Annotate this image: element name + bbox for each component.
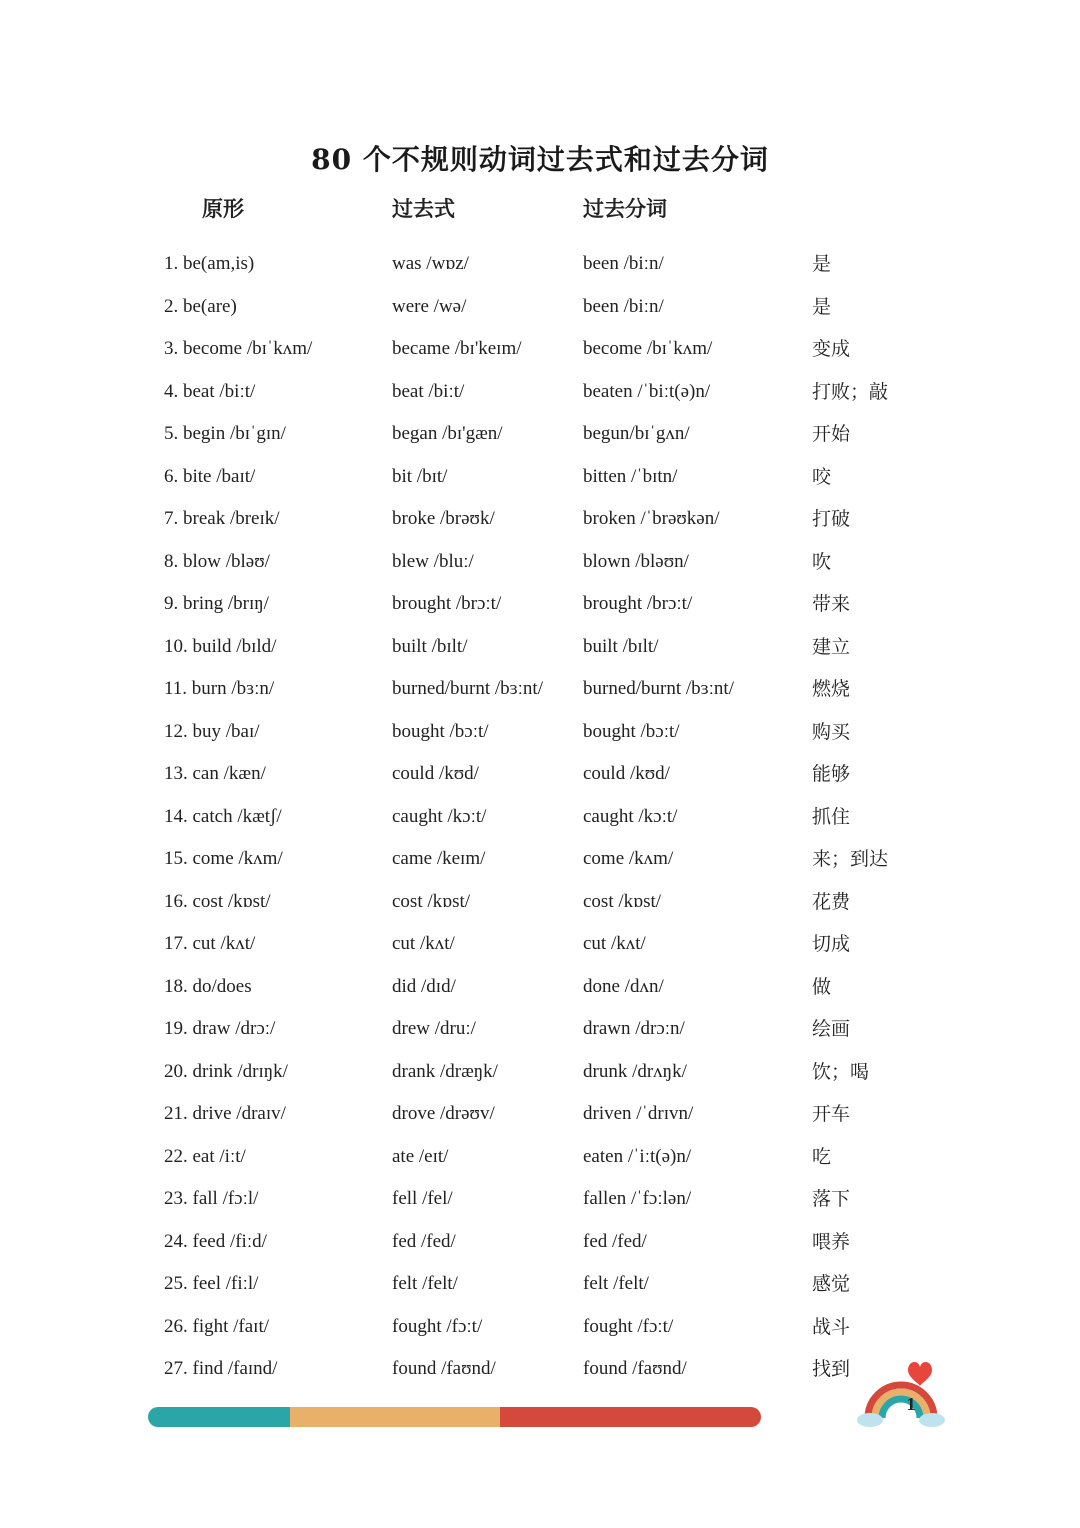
past-participle-cell: could /kʊd/ xyxy=(583,763,670,784)
meaning-cell: 来；到达 xyxy=(812,848,889,870)
base-form-cell: 22. eat /iːt/ xyxy=(164,1145,246,1167)
page-number: 1 xyxy=(906,1394,916,1414)
past-participle-cell: been /biːn/ xyxy=(583,295,664,317)
past-tense-cell: drew /druː/ xyxy=(392,1018,476,1039)
past-participle-cell: cut /kʌt/ xyxy=(583,933,646,954)
meaning-cell: 开车 xyxy=(812,1103,851,1125)
past-tense-cell: bit /bɪt/ xyxy=(392,465,448,487)
past-tense-cell: bought /bɔːt/ xyxy=(392,720,489,742)
meaning-cell: 感觉 xyxy=(812,1273,851,1295)
past-participle-cell: caught /kɔːt/ xyxy=(583,805,678,827)
table-row xyxy=(0,456,1080,499)
past-tense-cell: drove /drəʊv/ xyxy=(392,1103,495,1124)
column-headers xyxy=(0,193,1080,225)
meaning-cell: 打败；敲 xyxy=(812,380,889,403)
past-participle-cell: begun/bɪˈgʌn/ xyxy=(583,423,690,444)
past-tense-cell: broke /brəʊk/ xyxy=(392,508,495,529)
header-past-participle: 过去分词 xyxy=(583,196,667,221)
base-form-cell: 16. cost /kɒst/ xyxy=(164,890,271,912)
table-row xyxy=(0,838,1080,881)
past-tense-cell: ate /eɪt/ xyxy=(392,1145,449,1167)
meaning-cell: 找到 xyxy=(812,1358,851,1380)
meaning-cell: 燃烧 xyxy=(812,678,851,700)
table-row xyxy=(0,328,1080,371)
header-base-form: 原形 xyxy=(202,196,244,221)
meaning-cell: 花费 xyxy=(812,890,851,913)
past-participle-cell: fought /fɔːt/ xyxy=(583,1315,674,1337)
past-tense-cell: felt /felt/ xyxy=(392,1273,458,1294)
meaning-cell: 咬 xyxy=(812,465,832,488)
table-row xyxy=(0,1008,1080,1051)
meaning-cell: 切成 xyxy=(812,933,851,955)
past-participle-cell: built /bɪlt/ xyxy=(583,635,659,657)
past-participle-cell: broken /ˈbrəʊkən/ xyxy=(583,508,720,529)
meaning-cell: 购买 xyxy=(812,720,851,743)
past-tense-cell: found /faʊnd/ xyxy=(392,1358,496,1379)
meaning-cell: 是 xyxy=(812,253,832,275)
table-row xyxy=(0,796,1080,839)
base-form-cell: 19. draw /drɔː/ xyxy=(164,1018,276,1039)
table-row xyxy=(0,966,1080,1009)
base-form-cell: 17. cut /kʌt/ xyxy=(164,933,256,954)
base-form-cell: 4. beat /biːt/ xyxy=(164,380,256,402)
past-participle-cell: eaten /ˈiːt(ə)n/ xyxy=(583,1145,692,1167)
past-participle-cell: blown /bləʊn/ xyxy=(583,550,689,572)
decorative-color-bar xyxy=(148,1407,761,1427)
table-row xyxy=(0,753,1080,796)
table-row xyxy=(0,583,1080,626)
past-participle-cell: drawn /drɔːn/ xyxy=(583,1018,685,1039)
table-row xyxy=(0,1136,1080,1179)
past-tense-cell: fed /fed/ xyxy=(392,1230,456,1252)
past-participle-cell: bitten /ˈbɪtn/ xyxy=(583,465,678,487)
table-row xyxy=(0,668,1080,711)
past-tense-cell: cost /kɒst/ xyxy=(392,890,471,912)
base-form-cell: 13. can /kæn/ xyxy=(164,763,266,784)
meaning-cell: 变成 xyxy=(812,338,851,360)
verb-table xyxy=(0,243,1080,1391)
base-form-cell: 14. catch /kætʃ/ xyxy=(164,805,282,827)
meaning-cell: 落下 xyxy=(812,1188,851,1210)
past-participle-cell: bought /bɔːt/ xyxy=(583,720,680,742)
base-form-cell: 10. build /bɪld/ xyxy=(164,635,277,657)
base-form-cell: 26. fight /faɪt/ xyxy=(164,1315,270,1337)
past-tense-cell: brought /brɔːt/ xyxy=(392,593,502,614)
past-tense-cell: was /wɒz/ xyxy=(392,253,469,274)
bar-segment-teal xyxy=(148,1407,290,1427)
table-row xyxy=(0,541,1080,584)
past-tense-cell: burned/burnt /bɜːnt/ xyxy=(392,678,543,699)
past-tense-cell: fought /fɔːt/ xyxy=(392,1315,483,1337)
past-tense-cell: were /wə/ xyxy=(392,295,467,317)
past-participle-cell: fallen /ˈfɔːlən/ xyxy=(583,1188,692,1209)
past-tense-cell: beat /biːt/ xyxy=(392,380,465,402)
table-row xyxy=(0,1221,1080,1264)
meaning-cell: 战斗 xyxy=(812,1315,851,1338)
rainbow-icon xyxy=(856,1356,946,1428)
past-participle-cell: done /dʌn/ xyxy=(583,975,664,997)
past-tense-cell: could /kʊd/ xyxy=(392,763,479,784)
base-form-cell: 15. come /kʌm/ xyxy=(164,848,283,869)
past-participle-cell: felt /felt/ xyxy=(583,1273,649,1294)
table-row xyxy=(0,1051,1080,1094)
meaning-cell: 打破 xyxy=(812,508,851,530)
table-row xyxy=(0,413,1080,456)
past-tense-cell: blew /bluː/ xyxy=(392,550,474,572)
table-row xyxy=(0,626,1080,669)
past-participle-cell: found /faʊnd/ xyxy=(583,1358,687,1379)
past-participle-cell: fed /fed/ xyxy=(583,1230,647,1252)
meaning-cell: 做 xyxy=(812,975,832,998)
past-tense-cell: began /bɪ'gæn/ xyxy=(392,423,503,444)
past-participle-cell: beaten /ˈbiːt(ə)n/ xyxy=(583,380,711,402)
base-form-cell: 1. be(am,is) xyxy=(164,253,255,274)
past-participle-cell: drunk /drʌŋk/ xyxy=(583,1060,687,1082)
meaning-cell: 抓住 xyxy=(812,805,851,828)
base-form-cell: 11. burn /bɜːn/ xyxy=(164,678,275,699)
base-form-cell: 23. fall /fɔːl/ xyxy=(164,1188,259,1209)
bar-segment-orange xyxy=(290,1407,500,1427)
past-participle-cell: cost /kɒst/ xyxy=(583,890,662,912)
meaning-cell: 开始 xyxy=(812,423,851,445)
table-row xyxy=(0,243,1080,286)
meaning-cell: 能够 xyxy=(812,763,851,785)
past-tense-cell: came /keɪm/ xyxy=(392,848,486,869)
base-form-cell: 9. bring /brɪŋ/ xyxy=(164,593,269,614)
header-past-tense: 过去式 xyxy=(392,196,455,221)
past-participle-cell: brought /brɔːt/ xyxy=(583,593,693,614)
past-tense-cell: caught /kɔːt/ xyxy=(392,805,487,827)
meaning-cell: 饮；喝 xyxy=(812,1060,870,1083)
past-tense-cell: fell /fel/ xyxy=(392,1188,453,1209)
page-title: 80 个不规则动词过去式和过去分词 xyxy=(311,143,769,176)
past-tense-cell: drank /dræŋk/ xyxy=(392,1060,498,1082)
base-form-cell: 6. bite /baɪt/ xyxy=(164,465,256,487)
past-participle-cell: burned/burnt /bɜːnt/ xyxy=(583,678,734,699)
base-form-cell: 20. drink /drɪŋk/ xyxy=(164,1060,288,1082)
past-tense-cell: became /bɪ'keɪm/ xyxy=(392,338,522,359)
meaning-cell: 是 xyxy=(812,295,832,318)
table-row xyxy=(0,881,1080,924)
table-row xyxy=(0,286,1080,329)
meaning-cell: 绘画 xyxy=(812,1018,851,1040)
base-form-cell: 25. feel /fiːl/ xyxy=(164,1273,259,1294)
table-row xyxy=(0,1178,1080,1221)
past-tense-cell: cut /kʌt/ xyxy=(392,933,455,954)
past-participle-cell: driven /ˈdrɪvn/ xyxy=(583,1103,694,1124)
table-row xyxy=(0,923,1080,966)
meaning-cell: 建立 xyxy=(812,635,851,658)
rainbow-icon-graphic xyxy=(856,1356,946,1428)
base-form-cell: 18. do/does xyxy=(164,975,252,997)
base-form-cell: 7. break /breɪk/ xyxy=(164,508,280,529)
bar-segment-red xyxy=(500,1407,761,1427)
base-form-cell: 24. feed /fiːd/ xyxy=(164,1230,267,1252)
base-form-cell: 5. begin /bɪˈgɪn/ xyxy=(164,423,286,444)
past-tense-cell: did /dɪd/ xyxy=(392,975,456,997)
meaning-cell: 吹 xyxy=(812,550,832,573)
table-row xyxy=(0,1263,1080,1306)
base-form-cell: 27. find /faɪnd/ xyxy=(164,1358,278,1379)
base-form-cell: 8. blow /bləʊ/ xyxy=(164,550,270,572)
past-participle-cell: come /kʌm/ xyxy=(583,848,674,869)
past-participle-cell: been /biːn/ xyxy=(583,253,664,274)
meaning-cell: 吃 xyxy=(812,1145,832,1168)
base-form-cell: 21. drive /draɪv/ xyxy=(164,1103,286,1124)
base-form-cell: 2. be(are) xyxy=(164,295,237,317)
base-form-cell: 12. buy /baɪ/ xyxy=(164,720,260,742)
table-row xyxy=(0,1306,1080,1349)
table-row xyxy=(0,498,1080,541)
past-participle-cell: become /bɪˈkʌm/ xyxy=(583,338,713,359)
meaning-cell: 喂养 xyxy=(812,1230,851,1253)
base-form-cell: 3. become /bɪˈkʌm/ xyxy=(164,338,313,359)
table-row xyxy=(0,711,1080,754)
meaning-cell: 带来 xyxy=(812,593,851,615)
table-row xyxy=(0,371,1080,414)
past-tense-cell: built /bɪlt/ xyxy=(392,635,468,657)
table-row xyxy=(0,1093,1080,1136)
